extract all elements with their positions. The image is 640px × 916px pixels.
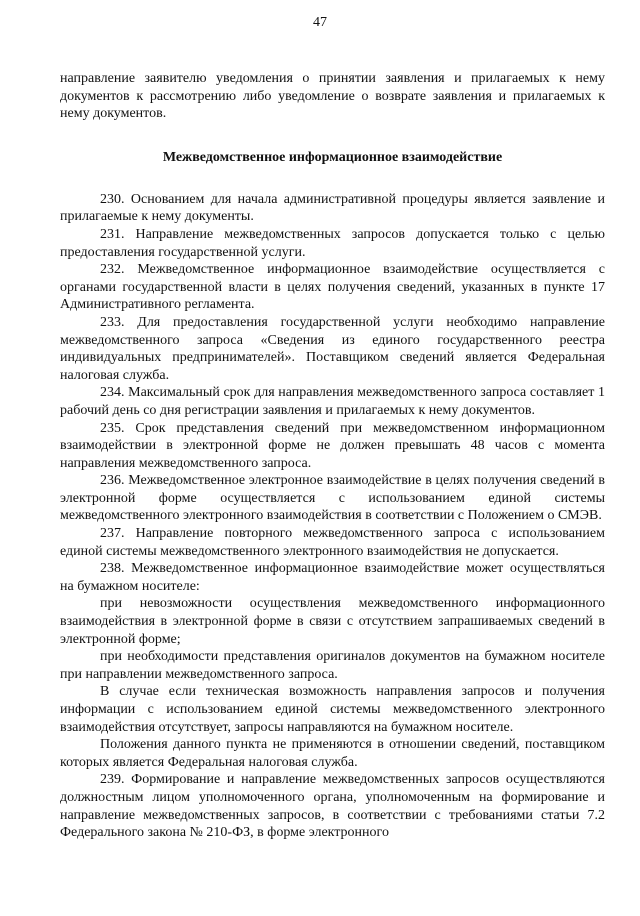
paragraph-239: 239. Формирование и направление межведомственных запросов осуществляются должностным лицом уполномоченного органа, уполномоченным на формирование и направление межведомственных запросов, в соответствии с требованиями статьи 7.2 Федерального закона № 210-ФЗ, в форме электронного bbox=[60, 772, 605, 841]
paragraph-238-exception: Положения данного пункта не применяются в отношении сведений, поставщиком которых является Федеральная налоговая служба. bbox=[60, 737, 605, 770]
section-heading: Межведомственное информационное взаимодействие bbox=[162, 149, 503, 165]
page-number: 47 bbox=[313, 15, 327, 30]
paragraph-231: 231. Направление межведомственных запросов допускается только с целью предоставления государственной услуги. bbox=[60, 226, 605, 260]
paragraph-238-paper-case: В случае если техническая возможность направления запросов и получения информации с использованием единой системы межведомственного электронного взаимодействия отсутствует, запросы направляются на бумажном носителе. bbox=[60, 684, 605, 735]
paragraph-238-item-2: при необходимости представления оригиналов документов на бумажном носителе при направлении межведомственного запроса. bbox=[60, 649, 605, 682]
paragraph-238: 238. Межведомственное информационное взаимодействие может осуществляться на бумажном носителе: bbox=[60, 561, 605, 594]
paragraph-236: 236. Межведомственное электронное взаимодействие в целях получения сведений в электронной форме осуществляется с использованием единой системы межведомственного электронного взаимодействия в соответствии с Положением о СМЭВ. bbox=[60, 473, 605, 524]
intro-paragraph: направление заявителю уведомления о принятии заявления и прилагаемых к нему документов к рассмотрению либо уведомление о возврате заявления и прилагаемых к нему документов. bbox=[60, 71, 605, 122]
paragraph-234: 234. Максимальный срок для направления межведомственного запроса составляет 1 рабочий день со дня регистрации заявления и прилагаемых к нему документов. bbox=[60, 385, 605, 418]
paragraph-238-item-1: при невозможности осуществления межведомственного информационного взаимодействия в электронной форме в связи с отсутствием запрашиваемых сведений в электронной форме; bbox=[60, 596, 605, 647]
paragraph-235: 235. Срок представления сведений при межведомственном информационном взаимодействии в электронной форме не должен превышать 48 часов с момента направления межведомственного запроса. bbox=[60, 420, 605, 471]
document-body bbox=[60, 70, 605, 842]
paragraph-232: 232. Межведомственное информационное взаимодействие осуществляется с органами государственной власти в целях получения сведений, указанных в пункте 17 Административного регламента. bbox=[60, 262, 605, 313]
paragraph-233: 233. Для предоставления государственной услуги необходимо направление межведомственного запроса «Сведения из единого государственного реестра индивидуальных предпринимателей». Поставщиком сведений является Федеральная налоговая служба. bbox=[60, 314, 605, 383]
paragraph-230: 230. Основанием для начала административной процедуры является заявление и прилагаемые к нему документы. bbox=[60, 191, 605, 225]
paragraph-237: 237. Направление повторного межведомственного запроса с использованием единой системы межведомственного электронного взаимодействия не допускается. bbox=[60, 526, 605, 559]
